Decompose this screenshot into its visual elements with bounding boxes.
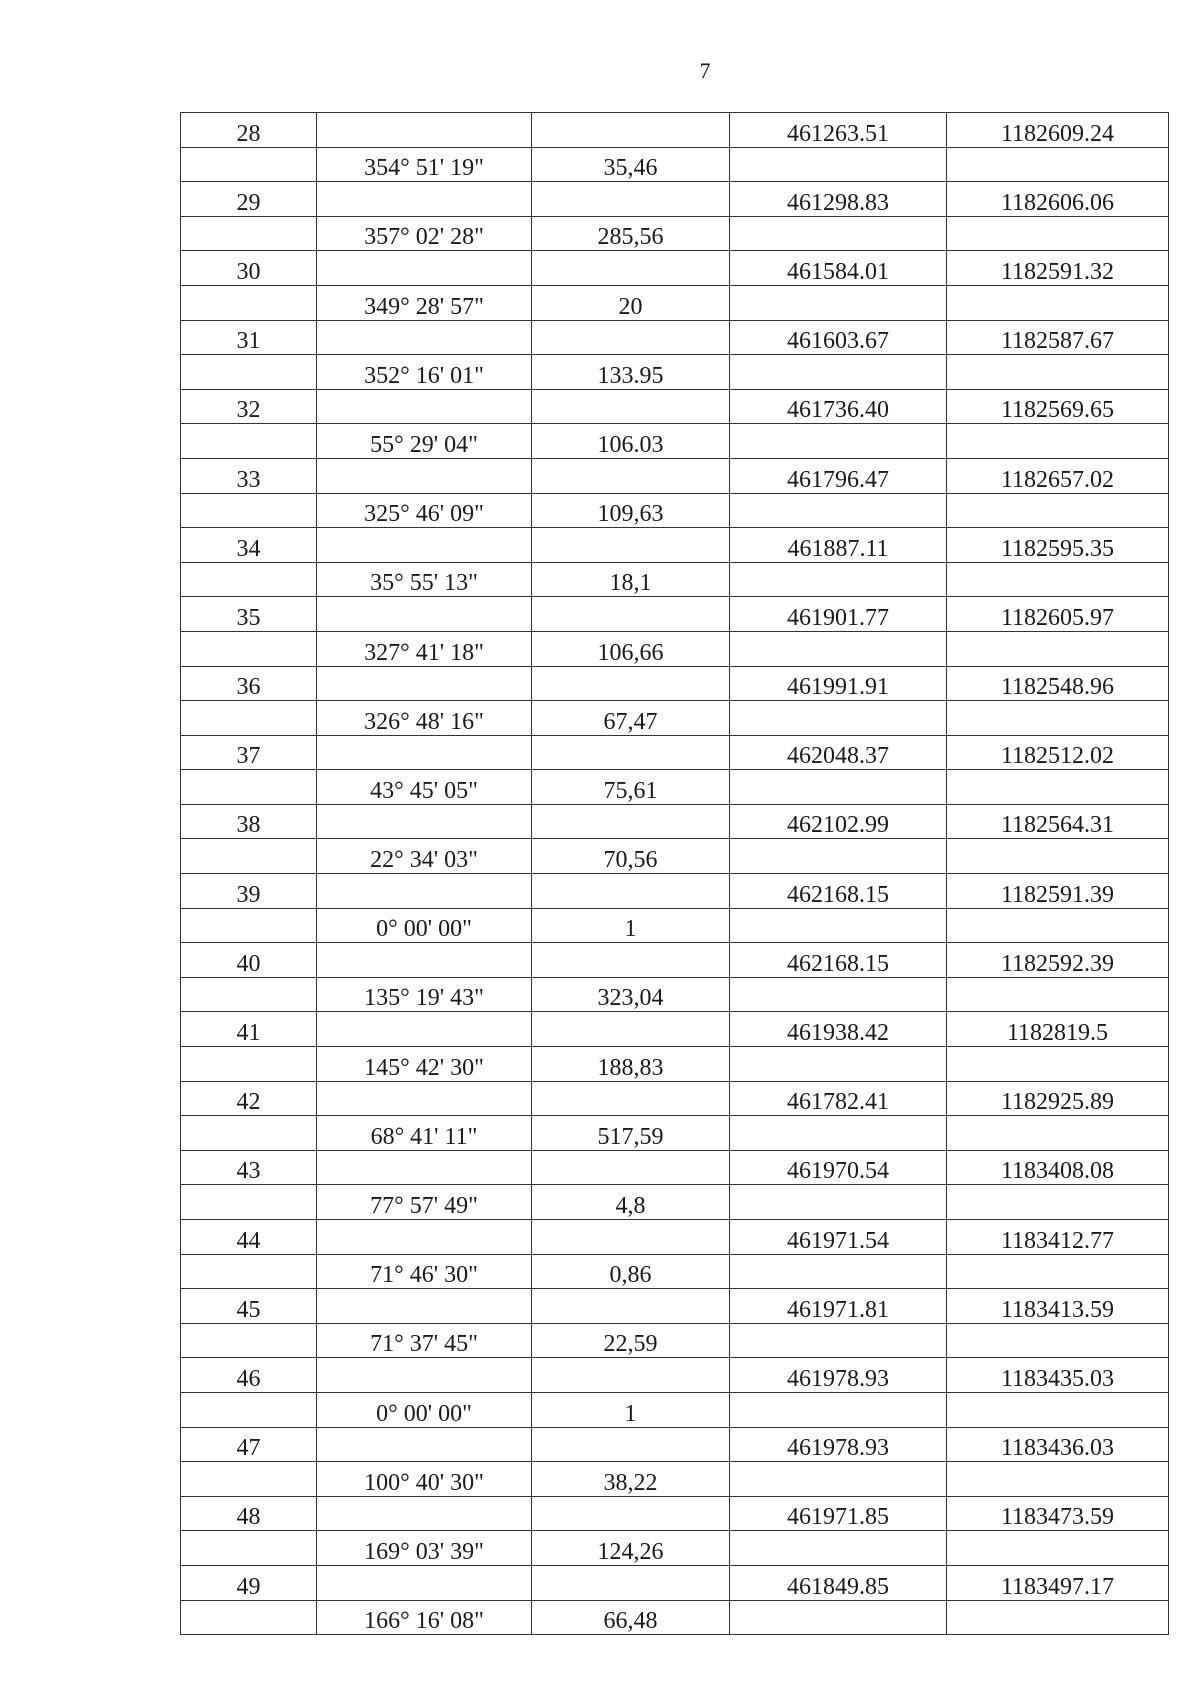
- x-coordinate-cell: [730, 1462, 947, 1497]
- point-number-cell: [181, 1047, 317, 1082]
- direction-angle-cell: 169° 03' 39": [317, 1531, 532, 1566]
- point-number-cell: [181, 1185, 317, 1220]
- point-number-cell: 33: [181, 458, 317, 493]
- segment-row: [181, 147, 1169, 182]
- segment-row: [181, 1462, 1169, 1497]
- length-cell: [532, 1358, 730, 1393]
- length-cell: [532, 874, 730, 909]
- direction-angle-cell: [317, 1565, 532, 1600]
- x-coordinate-cell: 461584.01: [730, 251, 947, 286]
- segment-row: [181, 1047, 1169, 1082]
- direction-angle-cell: 145° 42' 30": [317, 1047, 532, 1082]
- length-cell: [532, 1427, 730, 1462]
- y-coordinate-cell: 1183435.03: [947, 1358, 1169, 1393]
- y-coordinate-cell: [947, 493, 1169, 528]
- point-number-cell: 36: [181, 666, 317, 701]
- segment-row: [181, 770, 1169, 805]
- y-coordinate-cell: 1183436.03: [947, 1427, 1169, 1462]
- y-coordinate-cell: 1182925.89: [947, 1081, 1169, 1116]
- y-coordinate-cell: 1183412.77: [947, 1220, 1169, 1255]
- point-number-cell: [181, 285, 317, 320]
- point-row: [181, 804, 1169, 839]
- x-coordinate-cell: 461849.85: [730, 1565, 947, 1600]
- y-coordinate-cell: 1182512.02: [947, 735, 1169, 770]
- length-cell: [532, 458, 730, 493]
- x-coordinate-cell: [730, 216, 947, 251]
- y-coordinate-cell: [947, 1600, 1169, 1635]
- x-coordinate-cell: 462102.99: [730, 804, 947, 839]
- direction-angle-cell: [317, 1012, 532, 1047]
- direction-angle-cell: 352° 16' 01": [317, 355, 532, 390]
- y-coordinate-cell: [947, 1531, 1169, 1566]
- segment-row: [181, 701, 1169, 736]
- x-coordinate-cell: 461782.41: [730, 1081, 947, 1116]
- x-coordinate-cell: 461938.42: [730, 1012, 947, 1047]
- y-coordinate-cell: 1182819.5: [947, 1012, 1169, 1047]
- y-coordinate-cell: [947, 147, 1169, 182]
- point-number-cell: [181, 701, 317, 736]
- y-coordinate-cell: 1182657.02: [947, 458, 1169, 493]
- length-cell: [532, 1289, 730, 1324]
- segment-row: [181, 908, 1169, 943]
- point-row: [181, 943, 1169, 978]
- y-coordinate-cell: 1182595.35: [947, 528, 1169, 563]
- point-row: [181, 458, 1169, 493]
- point-number-cell: [181, 908, 317, 943]
- length-cell: 109,63: [532, 493, 730, 528]
- point-number-cell: 38: [181, 804, 317, 839]
- direction-angle-cell: 55° 29' 04": [317, 424, 532, 459]
- x-coordinate-cell: [730, 1254, 947, 1289]
- length-cell: 22,59: [532, 1323, 730, 1358]
- x-coordinate-cell: 462048.37: [730, 735, 947, 770]
- y-coordinate-cell: [947, 908, 1169, 943]
- y-coordinate-cell: 1182609.24: [947, 113, 1169, 148]
- direction-angle-cell: 100° 40' 30": [317, 1462, 532, 1497]
- segment-row: [181, 1392, 1169, 1427]
- x-coordinate-cell: 461978.93: [730, 1358, 947, 1393]
- segment-row: [181, 285, 1169, 320]
- direction-angle-cell: 0° 00' 00": [317, 1392, 532, 1427]
- direction-angle-cell: [317, 389, 532, 424]
- coordinates-table-body: [181, 113, 1169, 1635]
- length-cell: [532, 1565, 730, 1600]
- segment-row: [181, 977, 1169, 1012]
- x-coordinate-cell: 461887.11: [730, 528, 947, 563]
- point-number-cell: [181, 839, 317, 874]
- y-coordinate-cell: [947, 285, 1169, 320]
- length-cell: 35,46: [532, 147, 730, 182]
- direction-angle-cell: [317, 251, 532, 286]
- direction-angle-cell: [317, 320, 532, 355]
- x-coordinate-cell: [730, 631, 947, 666]
- point-row: [181, 1150, 1169, 1185]
- point-row: [181, 1358, 1169, 1393]
- y-coordinate-cell: [947, 1392, 1169, 1427]
- point-number-cell: [181, 1392, 317, 1427]
- point-number-cell: 43: [181, 1150, 317, 1185]
- y-coordinate-cell: [947, 355, 1169, 390]
- point-number-cell: 30: [181, 251, 317, 286]
- y-coordinate-cell: [947, 631, 1169, 666]
- length-cell: [532, 666, 730, 701]
- direction-angle-cell: 35° 55' 13": [317, 562, 532, 597]
- length-cell: 67,47: [532, 701, 730, 736]
- x-coordinate-cell: [730, 493, 947, 528]
- point-number-cell: [181, 1323, 317, 1358]
- y-coordinate-cell: [947, 839, 1169, 874]
- direction-angle-cell: 71° 46' 30": [317, 1254, 532, 1289]
- direction-angle-cell: 166° 16' 08": [317, 1600, 532, 1635]
- y-coordinate-cell: 1182548.96: [947, 666, 1169, 701]
- point-number-cell: 28: [181, 113, 317, 148]
- x-coordinate-cell: 461978.93: [730, 1427, 947, 1462]
- direction-angle-cell: 327° 41' 18": [317, 631, 532, 666]
- direction-angle-cell: 354° 51' 19": [317, 147, 532, 182]
- segment-row: [181, 1116, 1169, 1151]
- length-cell: [532, 943, 730, 978]
- point-number-cell: 39: [181, 874, 317, 909]
- length-cell: [532, 1081, 730, 1116]
- segment-row: [181, 562, 1169, 597]
- length-cell: 188,83: [532, 1047, 730, 1082]
- direction-angle-cell: [317, 1289, 532, 1324]
- point-row: [181, 251, 1169, 286]
- x-coordinate-cell: 461901.77: [730, 597, 947, 632]
- direction-angle-cell: 71° 37' 45": [317, 1323, 532, 1358]
- y-coordinate-cell: 1183413.59: [947, 1289, 1169, 1324]
- x-coordinate-cell: [730, 147, 947, 182]
- point-number-cell: [181, 1254, 317, 1289]
- segment-row: [181, 493, 1169, 528]
- direction-angle-cell: 22° 34' 03": [317, 839, 532, 874]
- direction-angle-cell: [317, 804, 532, 839]
- direction-angle-cell: [317, 666, 532, 701]
- point-number-cell: [181, 216, 317, 251]
- point-number-cell: [181, 562, 317, 597]
- y-coordinate-cell: 1182591.39: [947, 874, 1169, 909]
- point-number-cell: 47: [181, 1427, 317, 1462]
- segment-row: [181, 1323, 1169, 1358]
- length-cell: [532, 1012, 730, 1047]
- length-cell: 323,04: [532, 977, 730, 1012]
- length-cell: [532, 389, 730, 424]
- point-number-cell: [181, 1116, 317, 1151]
- direction-angle-cell: 325° 46' 09": [317, 493, 532, 528]
- direction-angle-cell: 0° 00' 00": [317, 908, 532, 943]
- length-cell: 124,26: [532, 1531, 730, 1566]
- x-coordinate-cell: 461991.91: [730, 666, 947, 701]
- x-coordinate-cell: 461736.40: [730, 389, 947, 424]
- length-cell: [532, 251, 730, 286]
- y-coordinate-cell: [947, 1254, 1169, 1289]
- point-row: [181, 666, 1169, 701]
- page-number: 7: [699, 58, 711, 83]
- point-number-cell: [181, 1600, 317, 1635]
- point-number-cell: 46: [181, 1358, 317, 1393]
- x-coordinate-cell: [730, 1531, 947, 1566]
- x-coordinate-cell: 461971.54: [730, 1220, 947, 1255]
- y-coordinate-cell: 1183473.59: [947, 1496, 1169, 1531]
- segment-row: [181, 355, 1169, 390]
- direction-angle-cell: 43° 45' 05": [317, 770, 532, 805]
- x-coordinate-cell: 461603.67: [730, 320, 947, 355]
- y-coordinate-cell: [947, 701, 1169, 736]
- point-number-cell: [181, 631, 317, 666]
- length-cell: 4,8: [532, 1185, 730, 1220]
- y-coordinate-cell: 1182587.67: [947, 320, 1169, 355]
- length-cell: 75,61: [532, 770, 730, 805]
- length-cell: 133.95: [532, 355, 730, 390]
- x-coordinate-cell: 461298.83: [730, 182, 947, 217]
- length-cell: 70,56: [532, 839, 730, 874]
- length-cell: [532, 113, 730, 148]
- direction-angle-cell: [317, 597, 532, 632]
- direction-angle-cell: [317, 943, 532, 978]
- x-coordinate-cell: [730, 908, 947, 943]
- direction-angle-cell: [317, 528, 532, 563]
- length-cell: [532, 804, 730, 839]
- point-row: [181, 1427, 1169, 1462]
- segment-row: [181, 1531, 1169, 1566]
- direction-angle-cell: 135° 19' 43": [317, 977, 532, 1012]
- length-cell: 1: [532, 908, 730, 943]
- length-cell: [532, 182, 730, 217]
- x-coordinate-cell: [730, 1185, 947, 1220]
- segment-row: [181, 424, 1169, 459]
- length-cell: [532, 1150, 730, 1185]
- point-row: [181, 1081, 1169, 1116]
- point-number-cell: 45: [181, 1289, 317, 1324]
- x-coordinate-cell: [730, 1323, 947, 1358]
- y-coordinate-cell: [947, 770, 1169, 805]
- direction-angle-cell: 77° 57' 49": [317, 1185, 532, 1220]
- point-row: [181, 389, 1169, 424]
- length-cell: 1: [532, 1392, 730, 1427]
- direction-angle-cell: 349° 28' 57": [317, 285, 532, 320]
- y-coordinate-cell: 1182605.97: [947, 597, 1169, 632]
- point-number-cell: [181, 147, 317, 182]
- length-cell: [532, 735, 730, 770]
- point-number-cell: 49: [181, 1565, 317, 1600]
- y-coordinate-cell: 1183497.17: [947, 1565, 1169, 1600]
- point-number-cell: [181, 493, 317, 528]
- point-row: [181, 1565, 1169, 1600]
- direction-angle-cell: 357° 02' 28": [317, 216, 532, 251]
- length-cell: [532, 1220, 730, 1255]
- direction-angle-cell: [317, 874, 532, 909]
- direction-angle-cell: [317, 1150, 532, 1185]
- y-coordinate-cell: [947, 1185, 1169, 1220]
- point-number-cell: 32: [181, 389, 317, 424]
- x-coordinate-cell: 462168.15: [730, 943, 947, 978]
- x-coordinate-cell: [730, 977, 947, 1012]
- y-coordinate-cell: [947, 562, 1169, 597]
- segment-row: [181, 1254, 1169, 1289]
- point-number-cell: 42: [181, 1081, 317, 1116]
- length-cell: 18,1: [532, 562, 730, 597]
- direction-angle-cell: [317, 1081, 532, 1116]
- x-coordinate-cell: [730, 355, 947, 390]
- point-row: [181, 874, 1169, 909]
- direction-angle-cell: [317, 458, 532, 493]
- x-coordinate-cell: 461796.47: [730, 458, 947, 493]
- point-number-cell: 31: [181, 320, 317, 355]
- point-number-cell: [181, 355, 317, 390]
- segment-row: [181, 839, 1169, 874]
- point-row: [181, 320, 1169, 355]
- point-number-cell: 34: [181, 528, 317, 563]
- length-cell: [532, 528, 730, 563]
- y-coordinate-cell: 1182591.32: [947, 251, 1169, 286]
- x-coordinate-cell: [730, 1116, 947, 1151]
- coordinates-table: [180, 112, 1169, 1635]
- y-coordinate-cell: 1183408.08: [947, 1150, 1169, 1185]
- y-coordinate-cell: [947, 216, 1169, 251]
- x-coordinate-cell: [730, 1600, 947, 1635]
- x-coordinate-cell: 461263.51: [730, 113, 947, 148]
- point-number-cell: 40: [181, 943, 317, 978]
- point-row: [181, 1220, 1169, 1255]
- length-cell: 0,86: [532, 1254, 730, 1289]
- length-cell: 38,22: [532, 1462, 730, 1497]
- length-cell: 285,56: [532, 216, 730, 251]
- point-row: [181, 1496, 1169, 1531]
- length-cell: 66,48: [532, 1600, 730, 1635]
- x-coordinate-cell: 462168.15: [730, 874, 947, 909]
- direction-angle-cell: 68° 41' 11": [317, 1116, 532, 1151]
- y-coordinate-cell: 1182569.65: [947, 389, 1169, 424]
- direction-angle-cell: [317, 1220, 532, 1255]
- direction-angle-cell: [317, 1427, 532, 1462]
- y-coordinate-cell: [947, 977, 1169, 1012]
- y-coordinate-cell: [947, 1047, 1169, 1082]
- point-number-cell: 41: [181, 1012, 317, 1047]
- point-row: [181, 597, 1169, 632]
- point-row: [181, 1012, 1169, 1047]
- length-cell: [532, 597, 730, 632]
- y-coordinate-cell: 1182592.39: [947, 943, 1169, 978]
- point-number-cell: [181, 1531, 317, 1566]
- x-coordinate-cell: 461970.54: [730, 1150, 947, 1185]
- direction-angle-cell: [317, 113, 532, 148]
- x-coordinate-cell: [730, 1047, 947, 1082]
- segment-row: [181, 1600, 1169, 1635]
- point-number-cell: 44: [181, 1220, 317, 1255]
- point-row: [181, 1289, 1169, 1324]
- point-number-cell: 35: [181, 597, 317, 632]
- length-cell: 20: [532, 285, 730, 320]
- y-coordinate-cell: 1182564.31: [947, 804, 1169, 839]
- y-coordinate-cell: [947, 1116, 1169, 1151]
- segment-row: [181, 1185, 1169, 1220]
- point-number-cell: [181, 770, 317, 805]
- x-coordinate-cell: [730, 770, 947, 805]
- y-coordinate-cell: 1182606.06: [947, 182, 1169, 217]
- y-coordinate-cell: [947, 424, 1169, 459]
- point-row: [181, 528, 1169, 563]
- point-row: [181, 113, 1169, 148]
- segment-row: [181, 631, 1169, 666]
- point-row: [181, 735, 1169, 770]
- y-coordinate-cell: [947, 1323, 1169, 1358]
- point-number-cell: 37: [181, 735, 317, 770]
- x-coordinate-cell: 461971.81: [730, 1289, 947, 1324]
- direction-angle-cell: [317, 1358, 532, 1393]
- x-coordinate-cell: [730, 1392, 947, 1427]
- x-coordinate-cell: [730, 285, 947, 320]
- length-cell: 106.03: [532, 424, 730, 459]
- point-number-cell: [181, 977, 317, 1012]
- coordinates-table-container: [180, 112, 1168, 1635]
- point-number-cell: 48: [181, 1496, 317, 1531]
- x-coordinate-cell: [730, 562, 947, 597]
- point-number-cell: 29: [181, 182, 317, 217]
- x-coordinate-cell: [730, 701, 947, 736]
- x-coordinate-cell: 461971.85: [730, 1496, 947, 1531]
- x-coordinate-cell: [730, 839, 947, 874]
- direction-angle-cell: [317, 182, 532, 217]
- length-cell: 106,66: [532, 631, 730, 666]
- point-number-cell: [181, 424, 317, 459]
- x-coordinate-cell: [730, 424, 947, 459]
- direction-angle-cell: 326° 48' 16": [317, 701, 532, 736]
- segment-row: [181, 216, 1169, 251]
- point-number-cell: [181, 1462, 317, 1497]
- direction-angle-cell: [317, 735, 532, 770]
- point-row: [181, 182, 1169, 217]
- y-coordinate-cell: [947, 1462, 1169, 1497]
- length-cell: [532, 1496, 730, 1531]
- direction-angle-cell: [317, 1496, 532, 1531]
- length-cell: 517,59: [532, 1116, 730, 1151]
- length-cell: [532, 320, 730, 355]
